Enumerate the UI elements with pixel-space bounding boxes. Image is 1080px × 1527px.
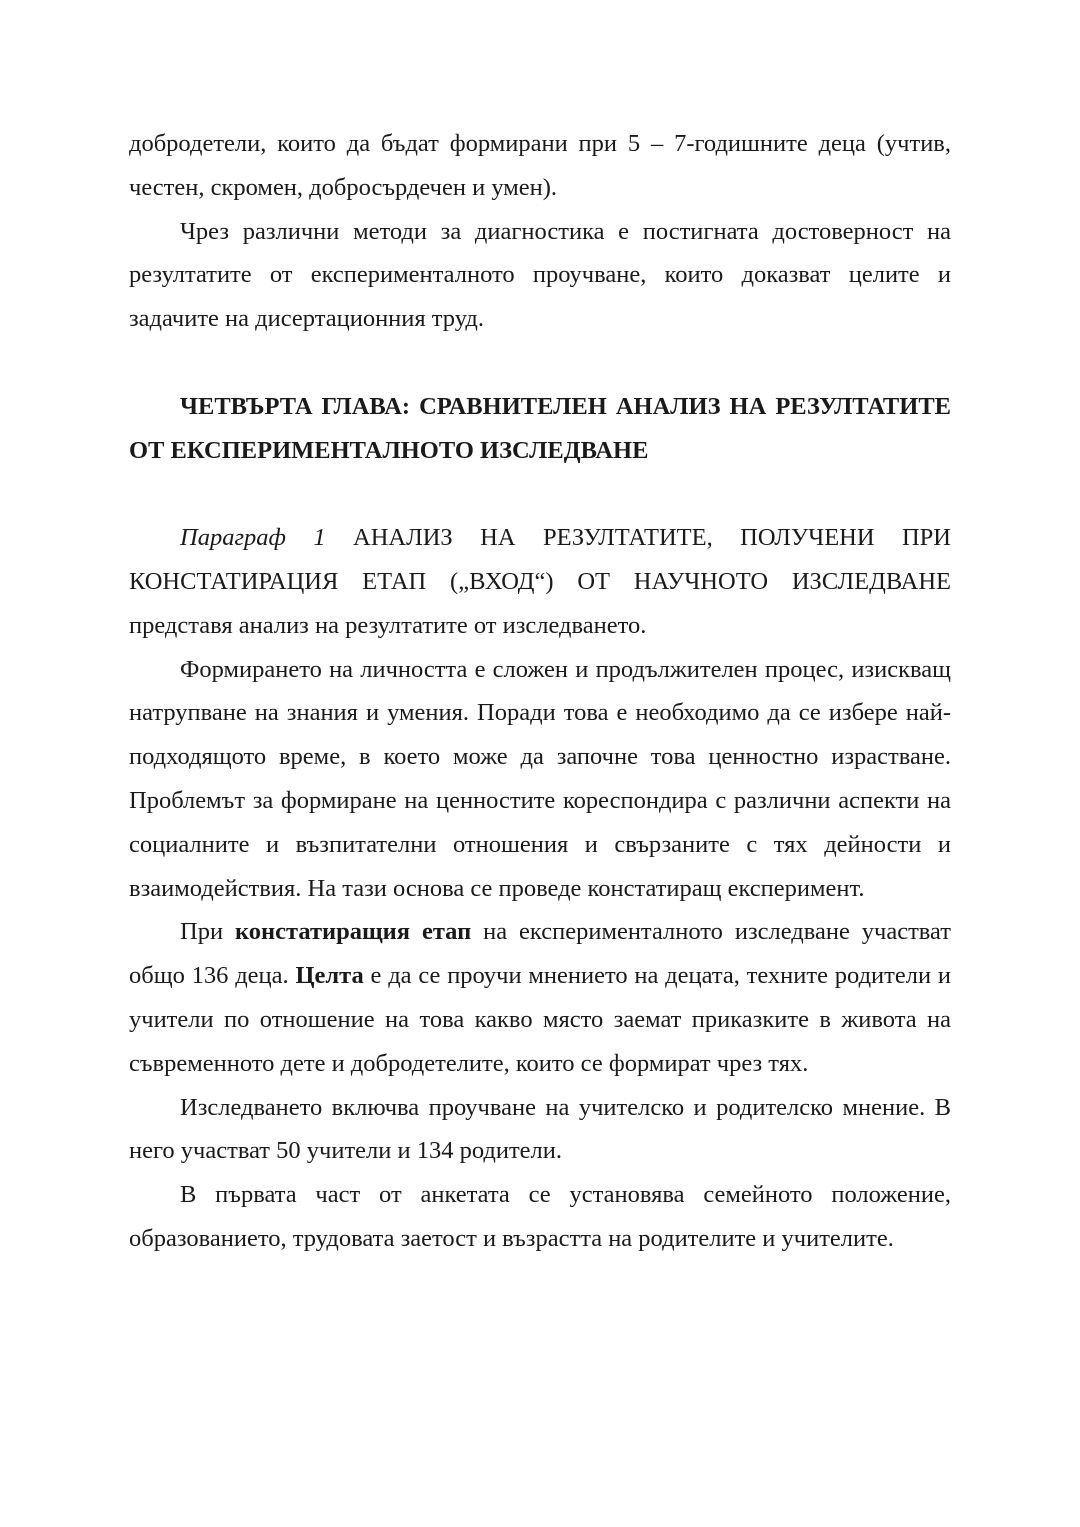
paragraph-diagnostics: Чрез различни методи за диагностика е постигната достоверност на резултатите от експерименталното проучване, които доказват целите и задачите на дисертационния труд. — [129, 217, 951, 333]
document-page — [129, 122, 951, 1261]
paragraph-stage-part3: е да се проучи мнението на децата, техните родители и учители по отношение на това какво място заемат приказките в живота на съвременното дете и добродетелите, които се формират чрез тях. — [129, 962, 951, 1077]
paragraph-stage-bold1: констатиращия етап — [234, 918, 472, 946]
paragraph-research: Изследването включва проучване на учителско и родителско мнение. В него участват 50 учители и 134 родители. — [129, 1093, 951, 1165]
chapter-heading: ЧЕТВЪРТА ГЛАВА: СРАВНИТЕЛЕН АНАЛИЗ НА РЕЗУЛТАТИТЕ ОТ ЕКСПЕРИМЕНТАЛНОТО ИЗСЛЕДВАНЕ — [129, 392, 951, 464]
paragraph-stage-part2: на експерименталното изследване участват общо 136 деца. — [129, 918, 951, 990]
paragraph-virtues: добродетели, които да бъдат формирани при 5 – 7-годишните деца (учтив, честен, скромен, добросърдечен и умен). — [129, 130, 951, 201]
paragraph-stage-part1: При — [180, 918, 235, 946]
section-label: Параграф 1 — [180, 524, 326, 552]
section-title: АНАЛИЗ НА РЕЗУЛТАТИТЕ, ПОЛУЧЕНИ ПРИ КОНСТАТИРАЦИЯ ЕТАП („ВХОД“) ОТ НАУЧНОТО ИЗСЛЕДВАНЕ представя анализ на резултатите от изследването. — [129, 524, 951, 639]
paragraph-personality: Формирането на личността е сложен и продължителен процес, изискващ натрупване на знания и умения. Поради това е необходимо да се избере най-подходящото време, в което може да започне това ценностно израстване. Проблемът за формиране на ценностите кореспондира с различни аспекти на социалните и възпитателни отношения и свързаните с тях дейности и взаимодействия. На тази основа се проведе констатиращ експеримент. — [129, 655, 951, 902]
paragraph-stage — [129, 910, 951, 1085]
paragraph-survey: В първата част от анкетата се установява семейното положение, образованието, трудовата заетост и възрастта на родителите и учителите. — [129, 1181, 951, 1252]
paragraph-stage-bold2: Целта — [295, 962, 364, 990]
section-paragraph — [129, 516, 951, 647]
